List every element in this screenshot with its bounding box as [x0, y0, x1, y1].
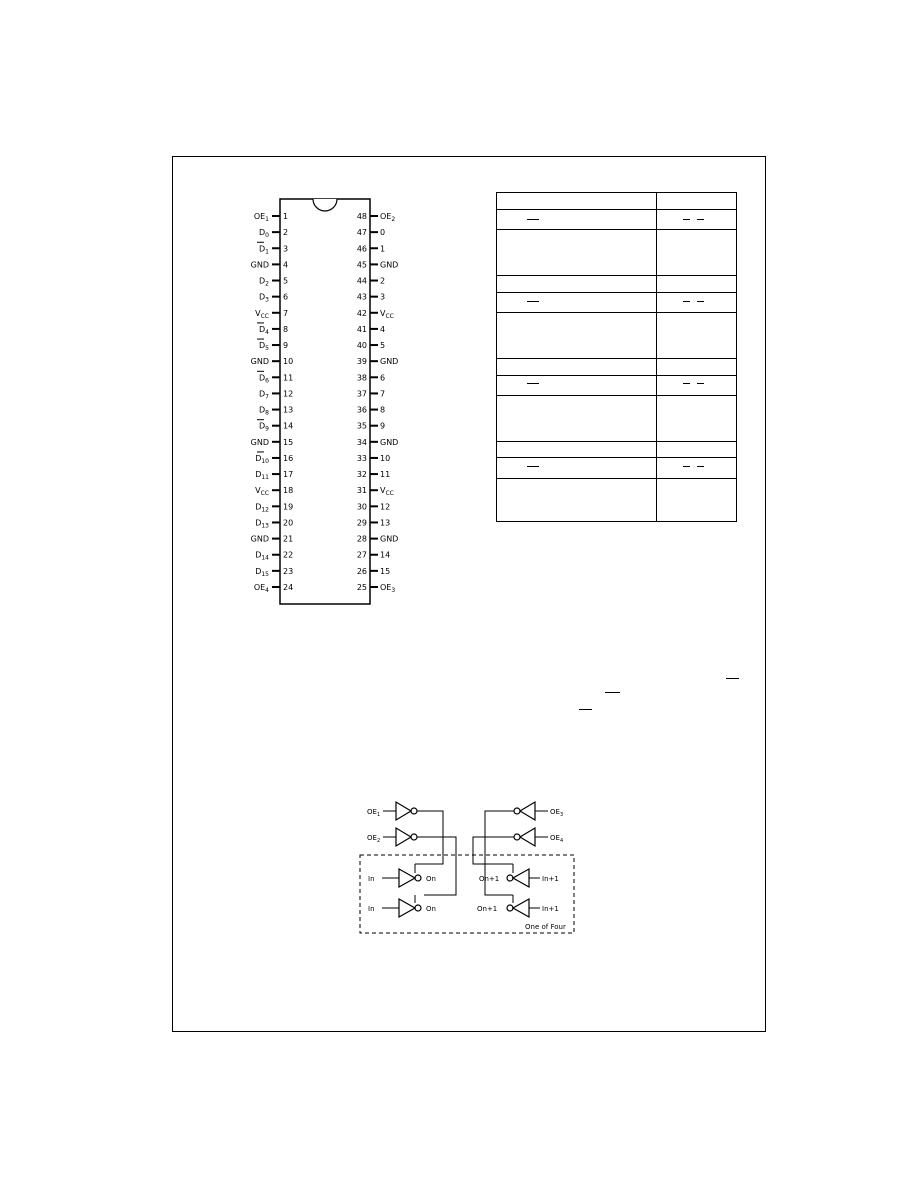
pin-number: 43	[356, 292, 367, 302]
pin-number: 25	[356, 582, 367, 592]
pin-number: 23	[283, 566, 294, 576]
pin-label: $D_8$	[259, 405, 269, 417]
buffer-triangle-icon	[513, 869, 529, 887]
inner-buffer-left-bottom	[368, 895, 436, 917]
pin-number: 37	[356, 389, 367, 399]
overbar-mark	[527, 466, 539, 467]
pin-label: 5	[380, 341, 386, 351]
right-pin-36	[357, 406, 385, 415]
overbar-mark	[605, 692, 620, 693]
table-rule	[497, 358, 736, 359]
pin-label: 10	[380, 453, 391, 463]
right-pin-30	[357, 502, 390, 511]
pin-number: 8	[283, 324, 289, 334]
right-pin-29	[357, 518, 390, 527]
svg-text:In: In	[368, 875, 375, 883]
pin-label: GND	[250, 437, 269, 447]
overbar-mark	[726, 678, 739, 679]
pin-number: 26	[356, 566, 367, 576]
right-pin-46	[357, 244, 385, 253]
right-pin-34	[357, 438, 399, 447]
pin-label: GND	[250, 357, 269, 367]
buffer-triangle-icon	[520, 802, 535, 820]
pin-label: GND	[250, 534, 269, 544]
svg-text:In+1: In+1	[542, 875, 559, 883]
right-pin-40	[357, 341, 385, 350]
pin-number: 45	[356, 260, 367, 270]
right-pin-32	[357, 470, 390, 479]
right-pin-45	[357, 260, 399, 269]
buffer-triangle-icon	[396, 802, 411, 820]
buffer-triangle-icon	[520, 828, 535, 846]
oe3-label: $OE_3$	[550, 808, 564, 818]
right-pin-37	[357, 389, 385, 398]
pin-number: 12	[283, 389, 294, 399]
pin-label: $V_{CC}$	[380, 308, 394, 320]
pin-label: 13	[380, 518, 391, 528]
pin-label: 4	[380, 324, 386, 334]
left-pin-21	[251, 535, 294, 544]
right-pin-41	[357, 325, 385, 334]
right-pin-27	[357, 551, 390, 560]
table-rule	[497, 395, 736, 396]
inverter-bubble-icon	[411, 834, 417, 840]
left-pin-10	[251, 357, 294, 366]
pin-label: 14	[380, 550, 391, 560]
inner-buffer-right-top	[479, 864, 559, 887]
pin-number: 1	[283, 212, 289, 221]
overbar-mark	[697, 466, 704, 467]
pin-number: 41	[356, 324, 367, 334]
pin-number: 14	[283, 421, 294, 431]
pin-number: 47	[356, 228, 367, 238]
pin-number: 48	[356, 212, 367, 221]
pin-label: $OE_3$	[380, 582, 396, 594]
pin-number: 29	[356, 518, 367, 528]
pin-number: 40	[356, 341, 367, 351]
table-rule	[497, 292, 736, 293]
pin-label: $D_2$	[259, 276, 269, 288]
inner-buffer-left-top	[368, 864, 436, 887]
group-label: One of Four	[525, 923, 566, 931]
pin-number: 38	[356, 373, 367, 383]
left-pin-15	[251, 438, 294, 447]
pin-label: $OE_1$	[253, 212, 269, 223]
pin-number: 3	[283, 244, 289, 254]
pin-label: $D_4$	[259, 324, 269, 336]
overbar-mark	[683, 383, 690, 384]
right-pin-35	[357, 422, 385, 431]
pin-number: 39	[356, 357, 367, 367]
pin-label: $V_{CC}$	[255, 486, 269, 498]
pin-label: $OE_2$	[380, 212, 396, 223]
pin-label: $D_{11}$	[255, 470, 269, 482]
right-pin-47	[357, 228, 385, 237]
overbar-mark	[683, 301, 690, 302]
svg-text:On+1: On+1	[479, 875, 500, 883]
pin-label: $D_{14}$	[255, 550, 269, 562]
pin-number: 9	[283, 341, 289, 351]
table-rule	[497, 375, 736, 376]
pin-label: 12	[380, 502, 391, 512]
logic-diagram	[355, 798, 580, 938]
pin-number: 42	[356, 308, 367, 318]
pin-label: $D_5$	[259, 341, 269, 353]
pin-number: 30	[356, 502, 367, 512]
table-rule	[497, 275, 736, 276]
pin-number: 21	[283, 534, 294, 544]
pin-label: $D_1$	[259, 244, 269, 256]
pin-label: $D_6$	[259, 373, 269, 385]
table-column-divider	[656, 193, 657, 521]
pin-number: 27	[356, 550, 367, 560]
pin-number: 10	[283, 357, 294, 367]
pin-number: 15	[283, 437, 294, 447]
pin-number: 19	[283, 502, 294, 512]
overbar-mark	[683, 219, 690, 220]
pin-number: 44	[356, 276, 367, 286]
oe1-label: $OE_1$	[367, 808, 381, 818]
pin-number: 35	[356, 421, 367, 431]
overbar-mark	[527, 301, 539, 302]
svg-text:On+1: On+1	[477, 905, 498, 913]
pin-number: 18	[283, 486, 294, 496]
pin-number: 31	[356, 486, 367, 496]
pin-number: 46	[356, 244, 367, 254]
table-rule	[497, 441, 736, 442]
pin-number: 20	[283, 518, 294, 528]
overbar-mark	[579, 709, 592, 710]
pin-label: 7	[380, 389, 386, 399]
right-pin-38	[357, 373, 385, 382]
pin-label: GND	[380, 437, 399, 447]
right-pin-39	[357, 357, 399, 366]
pin-label: 3	[380, 292, 386, 302]
pin-label: 1	[380, 244, 386, 254]
pin-label: 6	[380, 373, 386, 383]
pin-number: 6	[283, 292, 289, 302]
pin-number: 24	[283, 582, 294, 592]
pin-label: $V_{CC}$	[255, 308, 269, 320]
right-pin-44	[357, 277, 385, 286]
oe2-label: $OE_2$	[367, 834, 381, 844]
pin-number: 4	[283, 260, 289, 270]
inverter-bubble-icon	[514, 834, 520, 840]
overbar-mark	[697, 383, 704, 384]
buffer-triangle-icon	[399, 899, 415, 917]
overbar-mark	[697, 301, 704, 302]
overbar-mark	[527, 383, 539, 384]
inverter-bubble-icon	[415, 905, 421, 911]
right-pin-26	[357, 567, 390, 576]
pin-number: 32	[356, 470, 367, 480]
svg-text:In: In	[368, 905, 375, 913]
pin-label: $D_3$	[259, 292, 269, 304]
pin-label: GND	[380, 357, 399, 367]
pin-label: $D_0$	[259, 228, 269, 240]
pin-number: 34	[356, 437, 367, 447]
buffer-triangle-icon	[513, 899, 529, 917]
pin-number: 11	[283, 373, 294, 383]
pin-number: 28	[356, 534, 367, 544]
pin-label: GND	[250, 260, 269, 270]
pin-description-table	[496, 192, 737, 522]
pin-label: 15	[380, 566, 391, 576]
left-pin-4	[251, 260, 288, 269]
overbar-mark	[683, 466, 690, 467]
pin-label: 2	[380, 276, 386, 286]
buffer-oe4	[473, 828, 563, 864]
pin-number: 36	[356, 405, 367, 415]
svg-text:In+1: In+1	[542, 905, 559, 913]
right-pin-33	[357, 454, 390, 463]
pin-label: 11	[380, 470, 391, 480]
overbar-mark	[697, 219, 704, 220]
pin-number: 22	[283, 550, 294, 560]
pin-number: 2	[283, 228, 289, 238]
pin-label: 0	[380, 228, 386, 238]
table-rule	[497, 457, 736, 458]
inverter-bubble-icon	[415, 875, 421, 881]
pin-label: $D_{10}$	[255, 453, 269, 465]
table-rule	[497, 478, 736, 479]
pin-label: 9	[380, 421, 386, 431]
pin-number: 5	[283, 276, 289, 286]
pin-number: 7	[283, 308, 289, 318]
pin-number: 17	[283, 470, 294, 480]
pin-diagram	[245, 195, 405, 609]
pin-label: $D_{12}$	[255, 502, 269, 514]
svg-text:On: On	[426, 905, 436, 913]
pin-label: $OE_4$	[253, 582, 269, 594]
overbar-mark	[527, 219, 539, 220]
table-rule	[497, 229, 736, 230]
table-rule	[497, 312, 736, 313]
pin-number: 16	[283, 453, 294, 463]
inverter-bubble-icon	[514, 808, 520, 814]
pin-label: $V_{CC}$	[380, 486, 394, 498]
pin-label: $D_7$	[259, 389, 269, 401]
pin-label: $D_9$	[259, 421, 269, 433]
table-header-rule	[497, 209, 736, 210]
pin-label: $D_{13}$	[255, 518, 269, 530]
svg-text:On: On	[426, 875, 436, 883]
right-pin-43	[357, 293, 385, 302]
oe4-label: $OE_4$	[550, 834, 564, 844]
inverter-bubble-icon	[411, 808, 417, 814]
pin-label: 8	[380, 405, 386, 415]
pin-label: $D_{15}$	[255, 566, 269, 578]
inner-buffer-right-bottom	[477, 895, 559, 917]
pin-label: GND	[380, 534, 399, 544]
buffer-triangle-icon	[396, 828, 411, 846]
pin-number: 33	[356, 453, 367, 463]
pin-number: 13	[283, 405, 294, 415]
right-pin-28	[357, 535, 399, 544]
one-of-four-group-box	[360, 855, 574, 933]
buffer-triangle-icon	[399, 869, 415, 887]
pin-label: GND	[380, 260, 399, 270]
